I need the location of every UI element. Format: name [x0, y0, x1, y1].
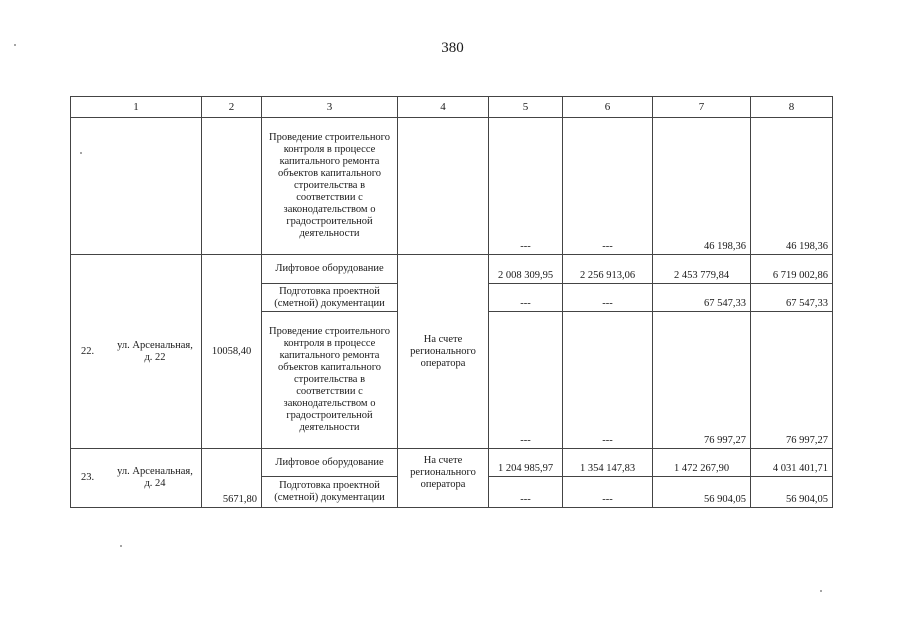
header-cell: 6 — [563, 97, 653, 118]
address-cell — [71, 255, 202, 449]
row-index: 23. — [81, 472, 95, 483]
capital-repair-table — [70, 96, 833, 508]
row-index: 22. — [81, 345, 95, 357]
header-cell: 1 — [71, 97, 202, 118]
value-cell: --- — [563, 118, 653, 255]
value-cell: 4 031 401,71 — [751, 449, 833, 477]
value-cell: 67 547,33 — [653, 284, 751, 312]
value-cell: 56 904,05 — [751, 477, 833, 508]
area-cell: 5671,80 — [202, 449, 262, 508]
value-cell: 6 719 002,86 — [751, 255, 833, 284]
fund-cell: На счете регионального оператора — [398, 255, 489, 449]
work-type-cell: Проведение строительного контроля в процессе капитального ремонта объектов капитального строительства в соответствии с законодательством о градостроительной деятельности — [262, 312, 398, 449]
value-cell: 76 997,27 — [653, 312, 751, 449]
value-cell: 76 997,27 — [751, 312, 833, 449]
page-number: 380 — [441, 40, 464, 56]
value-cell: --- — [563, 312, 653, 449]
work-type-cell: Лифтовое оборудование — [262, 449, 398, 477]
value-cell: --- — [489, 118, 563, 255]
value-cell: 46 198,36 — [653, 118, 751, 255]
empty-cell — [202, 118, 262, 255]
value-cell: --- — [489, 477, 563, 508]
value-cell: 1 472 267,90 — [653, 449, 751, 477]
header-cell: 3 — [262, 97, 398, 118]
header-row — [71, 97, 833, 118]
header-cell: 5 — [489, 97, 563, 118]
area-cell: 10058,40 — [202, 255, 262, 449]
value-cell: 56 904,05 — [653, 477, 751, 508]
value-cell: 2 453 779,84 — [653, 255, 751, 284]
address: ул. Арсенальная, д. 24 — [117, 466, 193, 489]
value-cell: --- — [489, 284, 563, 312]
header-cell: 4 — [398, 97, 489, 118]
value-cell: 1 204 985,97 — [489, 449, 563, 477]
work-type-cell: Подготовка проектной (сметной) документации — [262, 477, 398, 508]
table-row — [71, 118, 833, 255]
value-cell: 67 547,33 — [751, 284, 833, 312]
address: ул. Арсенальная, д. 22 — [117, 339, 193, 363]
work-type-cell: Проведение строительного контроля в процессе капитального ремонта объектов капитального строительства в соответствии с законодательством о градостроительной деятельности — [262, 118, 398, 255]
address-cell — [71, 449, 202, 508]
value-cell: --- — [563, 284, 653, 312]
scan-speck — [80, 152, 82, 154]
empty-cell — [71, 118, 202, 255]
value-cell: --- — [563, 477, 653, 508]
header-cell: 7 — [653, 97, 751, 118]
scan-speck — [120, 545, 122, 547]
value-cell: 2 008 309,95 — [489, 255, 563, 284]
table-row — [71, 449, 833, 477]
header-cell: 2 — [202, 97, 262, 118]
value-cell: 2 256 913,06 — [563, 255, 653, 284]
scan-speck — [14, 44, 16, 46]
work-type-cell: Подготовка проектной (сметной) документации — [262, 284, 398, 312]
value-cell: 1 354 147,83 — [563, 449, 653, 477]
value-cell: --- — [489, 312, 563, 449]
fund-cell: На счете регионального оператора — [398, 449, 489, 508]
empty-cell — [398, 118, 489, 255]
header-cell: 8 — [751, 97, 833, 118]
value-cell: 46 198,36 — [751, 118, 833, 255]
scan-speck — [820, 590, 822, 592]
table-row — [71, 255, 833, 284]
work-type-cell: Лифтовое оборудование — [262, 255, 398, 284]
